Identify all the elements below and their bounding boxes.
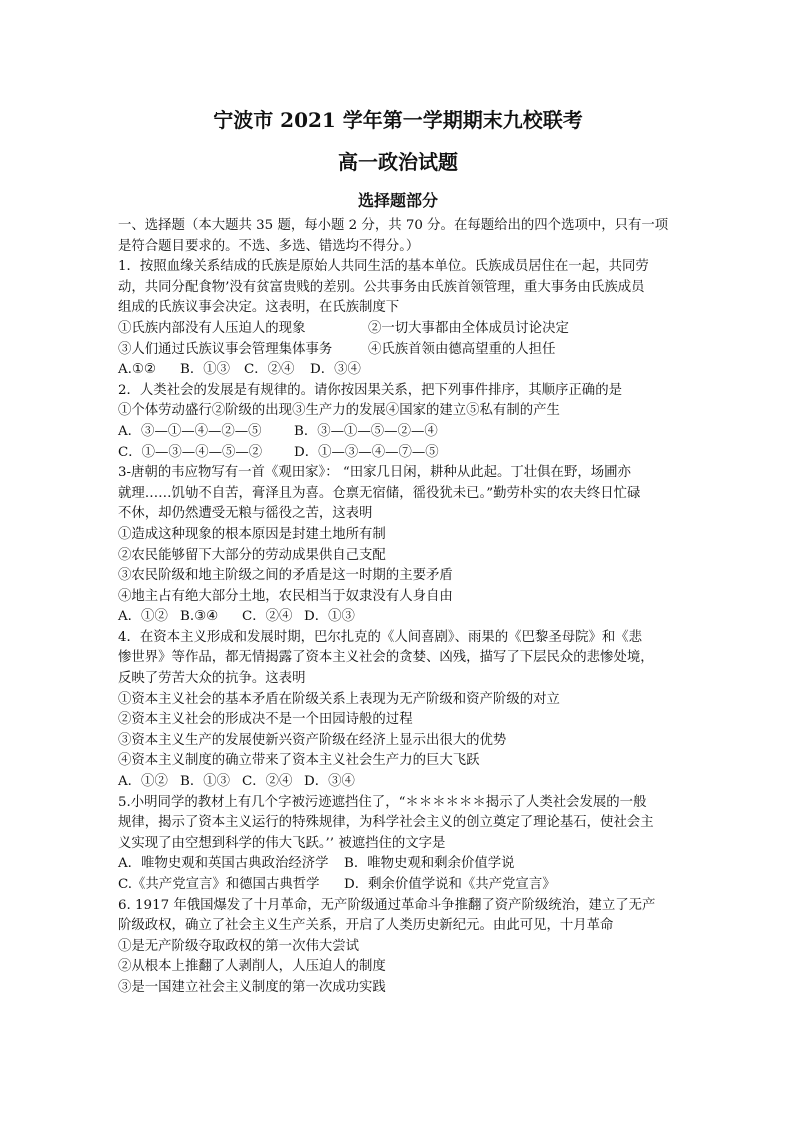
question-stem-line: 组成的氏族议事会决定。这表明，在氏族制度下 <box>118 300 400 316</box>
statement-item: ①资本主义社会的基本矛盾在阶级关系上表现为无产阶级和资产阶级的对立 <box>118 691 560 707</box>
exam-subtitle: 高一政治试题 <box>338 150 458 174</box>
question-stem-line: 反映了劳苦大众的抗争。这表明 <box>118 671 306 687</box>
question-stem-line: 1．按照血缘关系结成的氏族是原始人共同生活的基本单位。氏族成员居住在一起，共同劳 <box>118 259 649 275</box>
statement-item: ①氏族内部没有人压迫人的现象 <box>118 320 306 336</box>
answer-option-c: C．②④ <box>244 362 295 378</box>
statement-item: ④地主占有绝大部分土地，农民相当于奴隶没有人身自由 <box>118 588 453 604</box>
answer-options <box>118 360 678 381</box>
answer-options <box>118 443 678 464</box>
question-stem-line: 就理……饥劬不自苦，膏泽且为喜。仓禀无宿储，徭役犹未已。”勤劳朴实的农夫终日忙碌 <box>118 485 641 501</box>
instruction-line: 是符合题目要求的。不选、多选、错选均不得分。） <box>118 238 420 254</box>
answer-option-a: A．③—①—④—②—⑤ <box>118 423 262 439</box>
question-stem-line: 动，共同分配食物’没有贫富贵贱的差别。公共事务由氏族首领管理，重大事务由氏族成员 <box>118 279 645 295</box>
question-stem-line: 不休，却仍然遭受无粮与徭役之苦，这表明 <box>118 506 373 522</box>
answer-option-a: A．①② <box>118 609 168 625</box>
answer-option-c: C．①—③—④—⑤—② <box>118 444 263 460</box>
statement-item: ②一切大事都由全体成员讨论决定 <box>368 320 569 336</box>
answer-options <box>118 854 678 875</box>
section-heading: 选择题部分 <box>357 191 438 210</box>
answer-option-b: B．唯物史观和剩余价值学说 <box>344 856 515 872</box>
statement-item: ③人们通过氏族议事会管理集体事务 <box>118 341 333 357</box>
answer-option-a: A.①② <box>118 362 156 378</box>
statement-row <box>118 319 678 340</box>
question-stem-line: 义实现了由空想到科学的伟大飞跃。’’ 被遮挡住的文字是 <box>118 835 446 851</box>
statement-item: ①造成这种现象的根本原因是封建土地所有制 <box>118 526 386 542</box>
question-2 <box>118 381 678 463</box>
instructions <box>118 216 678 257</box>
question-stem-line: 5.小明同学的教材上有几个字被污迹遮挡住了，“＊＊＊＊＊＊揭示了人类社会发展的一般 <box>118 794 647 810</box>
answer-options <box>118 422 678 443</box>
answer-option-a: A．唯物史观和英国古典政治经济学 <box>118 856 329 872</box>
question-stem-line: 2．人类社会的发展是有规律的。请你按因果关系，把下列事件排序，其顺序正确的是 <box>118 382 622 398</box>
statement-item: ③是一国建立社会主义制度的第一次成功实践 <box>118 979 386 995</box>
answer-option-c: C．②④ <box>242 609 293 625</box>
answer-option-b: B．③—①—⑤—②—④ <box>294 423 438 439</box>
question-4 <box>118 628 678 793</box>
answer-option-b: B．①③ <box>180 362 231 378</box>
answer-option-b: B.③④ <box>180 609 219 625</box>
answer-options <box>118 875 678 896</box>
statement-item: ④氏族首领由德高望重的人担任 <box>368 341 556 357</box>
question-stem-line: 惨世界》等作品，都无情揭露了资本主义社会的贪婪、凶残，描写了下层民众的悲惨处境， <box>118 650 654 666</box>
question-stem-line: 6. 1917 年俄国爆发了十月革命，无产阶级通过革命斗争推翻了资产阶级统治，建立了无产 <box>118 897 656 913</box>
statement-item: ①是无产阶级夺取政权的第一次伟大尝试 <box>118 938 360 954</box>
answer-option-d: D．③④ <box>304 774 355 790</box>
question-stem-line: 规律，揭示了资本主义运行的特殊规律，为科学社会主义的创立奠定了理论基石，使社会主 <box>118 815 654 831</box>
answer-option-d: D．剩余价值学说和《共产党宣言》 <box>344 877 556 892</box>
statement-item: ②资本主义社会的形成决不是一个田园诗般的过程 <box>118 712 413 728</box>
answer-options <box>118 772 678 793</box>
statement-item: ③资本主义生产的发展使新兴资产阶级在经济上显示出很大的优势 <box>118 732 507 748</box>
statement-item: ②从根本上推翻了人剥削人，人压迫人的制度 <box>118 959 386 975</box>
question-5 <box>118 793 678 896</box>
question-6 <box>118 896 678 999</box>
question-stem-line: ①个体劳动盛行②阶级的出现③生产力的发展④国家的建立⑤私有制的产生 <box>118 403 560 419</box>
answer-option-c: C.《共产党宣言》和德国古典哲学 <box>118 877 320 892</box>
answer-option-d: D．③④ <box>310 362 361 378</box>
statement-item: ④资本主义制度的确立带来了资本主义社会生产力的巨大飞跃 <box>118 753 480 769</box>
instruction-line: 一、选择题（本大题共 35 题，每小题 2 分，共 70 分。在每题给出的四个选项中，只有一项 <box>118 218 669 233</box>
answer-option-d: D．①③ <box>304 609 355 625</box>
question-3 <box>118 463 678 628</box>
statement-item: ③农民阶级和地主阶级之间的矛盾是这一时期的主要矛盾 <box>118 568 453 584</box>
answer-option-a: A．①② <box>118 774 168 790</box>
question-stem-line: 阶级政权，确立了社会主义生产关系，开启了人类历史新纪元。由此可见，十月革命 <box>118 918 614 934</box>
answer-option-d: D．①—③—④—⑦—⑤ <box>294 444 439 460</box>
answer-option-c: C．②④ <box>242 774 293 790</box>
answer-options <box>118 607 678 628</box>
statement-row <box>118 340 678 361</box>
question-stem-line: 4．在资本主义形成和发展时期，巴尔扎克的《人间喜剧》、雨果的《巴黎圣母院》和《悲 <box>118 629 643 645</box>
statement-item: ②农民能够留下大部分的劳动成果供自己支配 <box>118 547 386 563</box>
answer-option-b: B．①③ <box>180 774 231 790</box>
exam-title: 宁波市 2021 学年第一学期期末九校联考 <box>213 108 583 132</box>
question-1 <box>118 257 678 381</box>
question-stem-line: 3-唐朝的韦应物写有一首《观田家》： “田家几日闲，耕种从此起。丁壮俱在野，场圃亦 <box>118 465 631 481</box>
